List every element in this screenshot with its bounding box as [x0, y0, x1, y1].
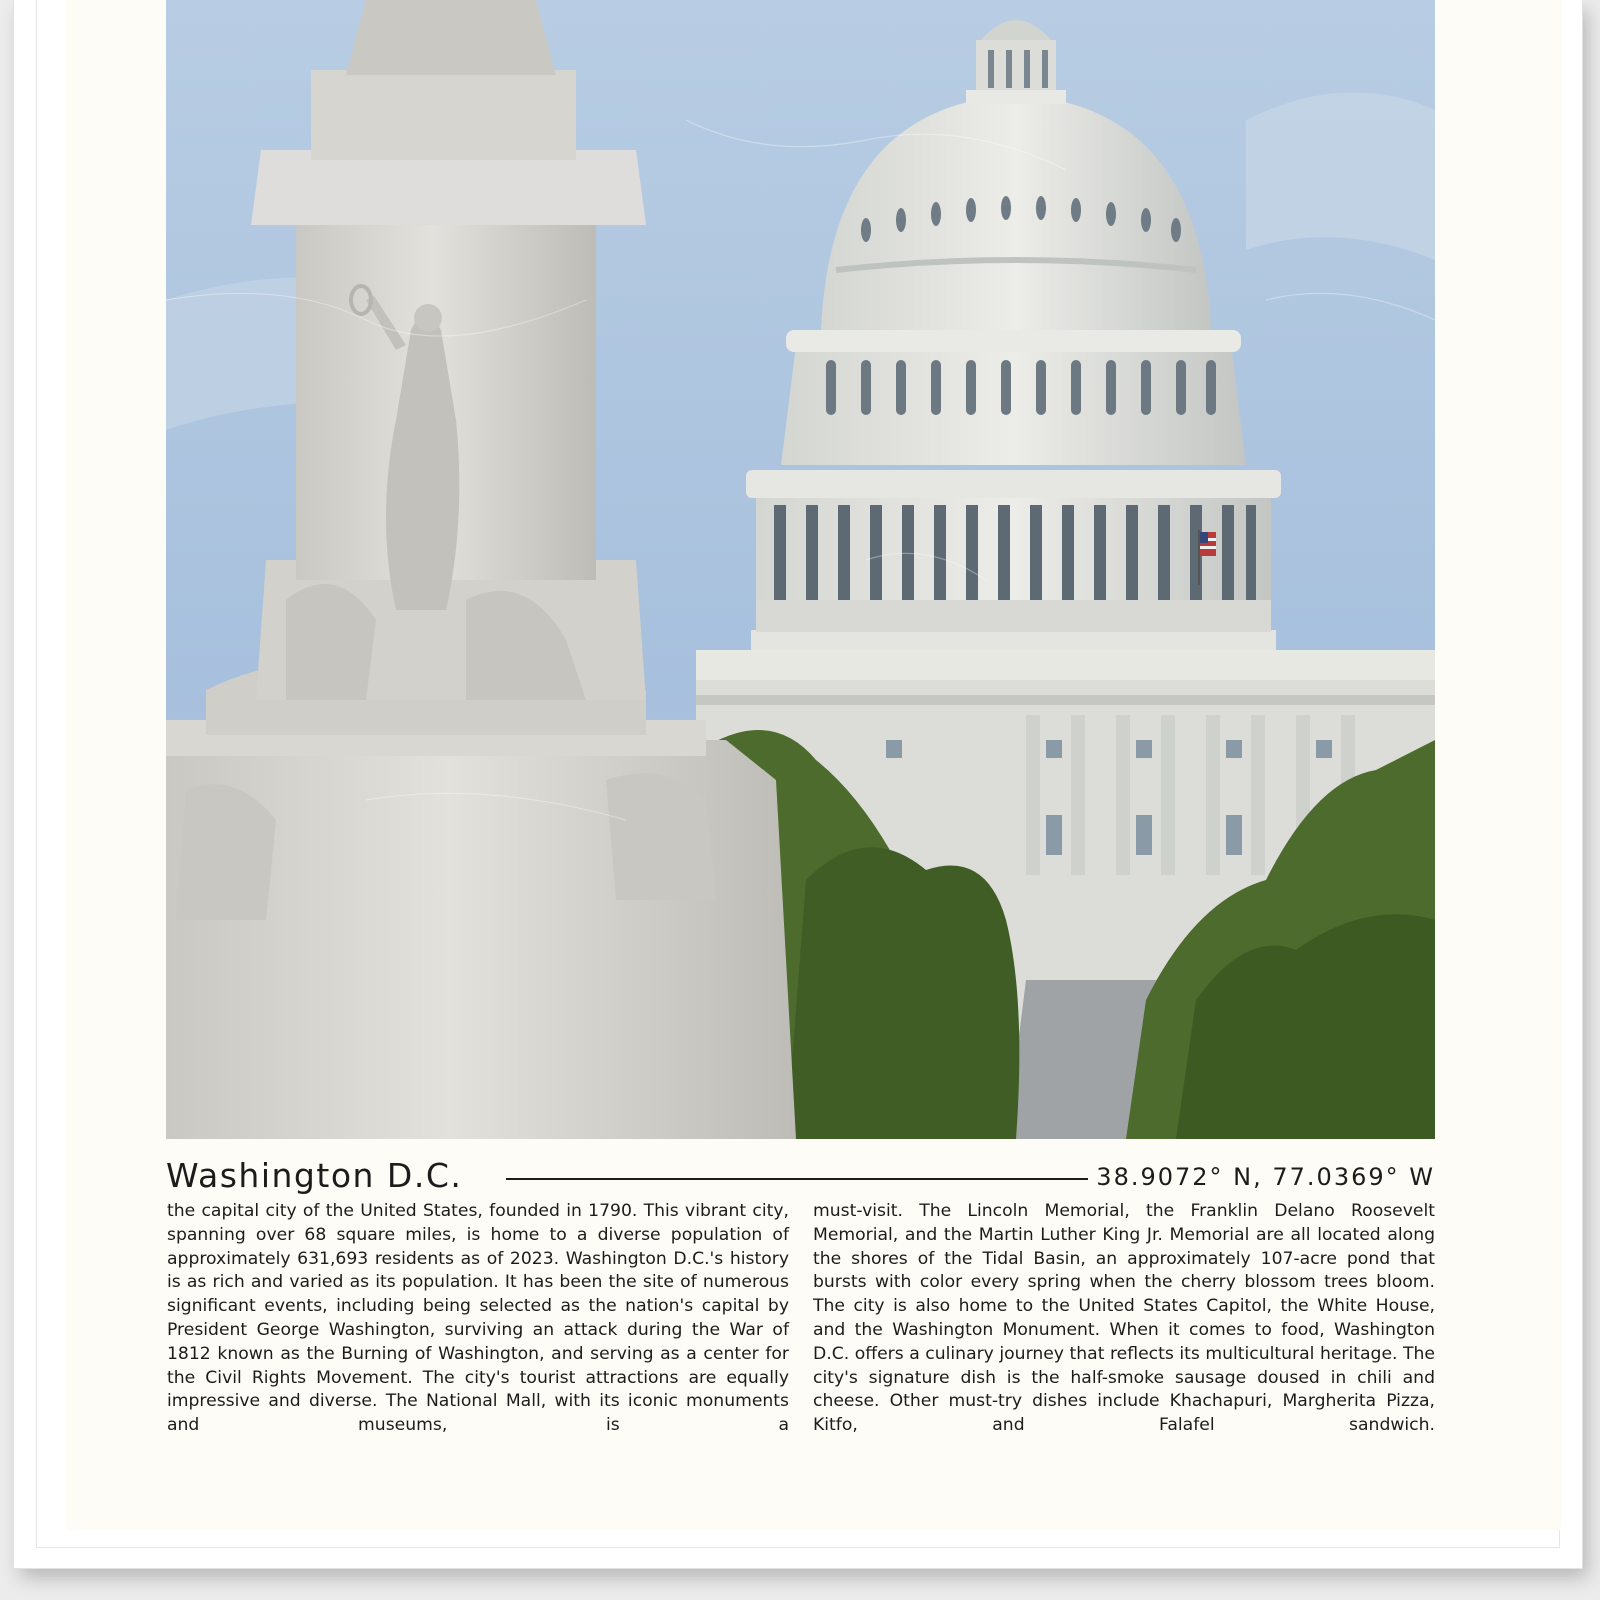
city-coordinates: 38.9072° N, 77.0369° W [1096, 1163, 1435, 1191]
title-divider-line [506, 1178, 1088, 1180]
cloud-shape [1246, 92, 1435, 260]
city-title: Washington D.C. [166, 1156, 463, 1195]
poster-title-row [166, 1154, 1435, 1200]
capitol-painting [166, 0, 1435, 1139]
description-column-left: the capital city of the United States, founded in 1790. This vibrant city, spanning over 68 square miles, is home to a diverse population of approximately 631,693 residents as of 2023. Washington D.C.'s history is as rich and varied as its population. It has been the site of numerous significant events, including being selected as the nation's capital by President George Washington, surviving an attack during the War of 1812 known as the Burning of Washington, and serving as a center for the Civil Rights Movement. The city's tourist attractions are equally impressive and diverse. The National Mall, with its iconic monuments and museums, is a [167, 1201, 789, 1436]
description-column-right: must-visit. The Lincoln Memorial, the Franklin Delano Roosevelt Memorial, and the Martin Luther King Jr. Memorial are all located along the shores of the Tidal Basin, an approximately 107-acre pond that bursts with color every spring when the cherry blossom trees bloom. The city is also home to the United States Capitol, the White House, and the Washington Monument. When it comes to food, Washington D.C. offers a culinary journey that reflects its multicultural heritage. The city's signature dish is the half-smoke sausage doused in chili and cheese. Other must-try dishes include Khachapuri, Margherita Pizza, Kitfo, and Falafel sandwich. [813, 1201, 1435, 1436]
